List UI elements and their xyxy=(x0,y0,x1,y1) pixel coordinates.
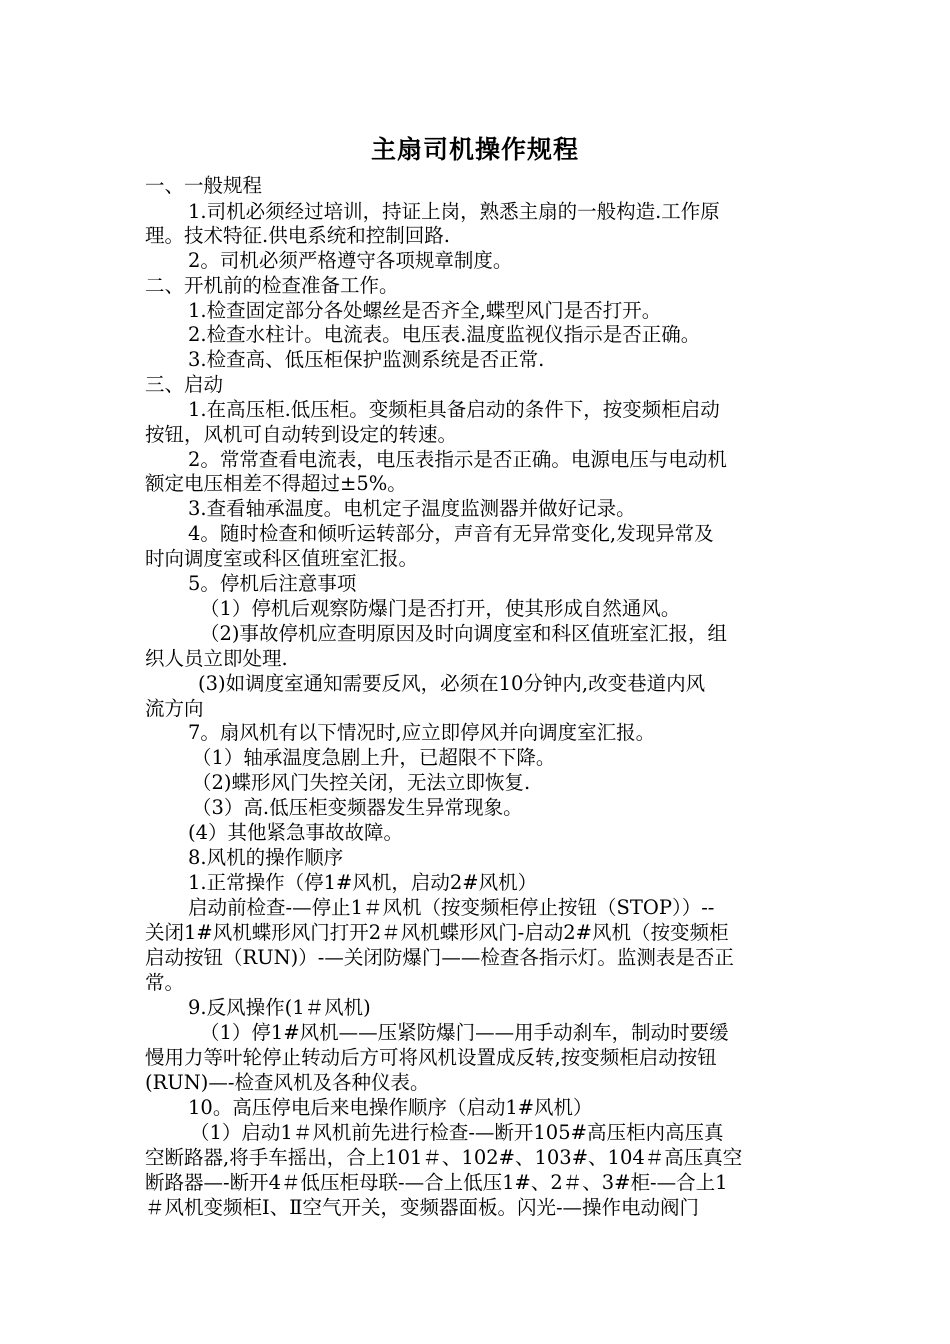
paragraph-line: 启动前检查-—停止1＃风机（按变频柜停止按钮（STOP））-- xyxy=(188,896,715,919)
paragraph-line: 一、一般规程 xyxy=(145,174,263,197)
paragraph-line: 3.检查高、低压柜保护监测系统是否正常. xyxy=(188,348,545,371)
paragraph-line: (RUN)—-检查风机及各种仪表。 xyxy=(145,1071,430,1094)
paragraph-line: 织人员立即处理. xyxy=(145,647,288,670)
document-title: 主扇司机操作规程 xyxy=(370,135,579,164)
paragraph-line: 5。停机后注意事项 xyxy=(188,572,357,595)
paragraph-line: 按钮，风机可自动转到设定的转速。 xyxy=(145,423,458,446)
paragraph-line: 3.查看轴承温度。电机定子温度监测器并做好记录。 xyxy=(188,497,636,520)
paragraph-line: 9.反风操作(1＃风机) xyxy=(188,996,371,1019)
paragraph-line: 二、开机前的检查准备工作。 xyxy=(145,274,399,297)
paragraph-line: 1.司机必须经过培训，持证上岗，熟悉主扇的一般构造.工作原 xyxy=(188,200,720,223)
paragraph-line: 慢用力等叶轮停止转动后方可将风机设置成反转,按变频柜启动按钮 xyxy=(145,1046,717,1069)
paragraph-line: 2.检查水柱计。电流表。电压表.温度监视仪指示是否正确。 xyxy=(188,323,701,346)
paragraph-line: 1.正常操作（停1#风机，启动2#风机） xyxy=(188,871,538,894)
paragraph-line: （1）启动1＃风机前先进行检查-—断开105#高压柜内高压真 xyxy=(190,1121,724,1144)
paragraph-line: （2)事故停机应查明原因及时向调度室和科区值班室汇报，组 xyxy=(200,622,728,645)
paragraph-line: 10。高压停电后来电操作顺序（启动1#风机） xyxy=(188,1096,593,1119)
paragraph-line: （1）轴承温度急剧上升，已超限不下降。 xyxy=(192,746,556,769)
paragraph-line: (4）其他紧急事故故障。 xyxy=(188,821,404,844)
paragraph-line: 常。 xyxy=(145,971,185,994)
paragraph-line: （1）停1#风机——压紧防爆门——用手动刹车，制动时要缓 xyxy=(200,1021,729,1044)
paragraph-line: 4。随时检查和倾听运转部分，声音有无异常变化,发现异常及 xyxy=(188,522,714,545)
paragraph-line: 启动按钮（RUN)）-—关闭防爆门——检查各指示灯。监测表是否正 xyxy=(145,946,734,969)
paragraph-line: （2)蝶形风门失控关闭，无法立即恢复. xyxy=(192,771,531,794)
paragraph-line: 断路器—-断开4＃低压柜母联-—合上低压1#、2＃、3#柜-—合上1 xyxy=(145,1171,728,1194)
paragraph-line: 关闭1#风机蝶形风门打开2＃风机蝶形风门-启动2#风机（按变频柜 xyxy=(145,921,729,944)
paragraph-line: 2。司机必须严格遵守各项规章制度。 xyxy=(188,249,513,272)
paragraph-line: 8.风机的操作顺序 xyxy=(188,846,344,869)
paragraph-line: 空断路器,将手车摇出，合上101＃、102#、103#、104＃高压真空 xyxy=(145,1146,743,1169)
paragraph-line: ＃风机变频柜Ⅰ、Ⅱ空气开关，变频器面板。闪光-—操作电动阀门 xyxy=(145,1196,700,1219)
paragraph-line: 2。常常查看电流表，电压表指示是否正确。电源电压与电动机 xyxy=(188,448,727,471)
paragraph-line: 1.在高压柜.低压柜。变频柜具备启动的条件下，按变频柜启动 xyxy=(188,398,720,421)
paragraph-line: （3）高.低压柜变频器发生异常现象。 xyxy=(192,796,523,819)
paragraph-line: 额定电压相差不得超过±5%。 xyxy=(145,472,407,495)
paragraph-line: 流方向 xyxy=(145,697,204,720)
paragraph-line: 理。技术特征.供电系统和控制回路. xyxy=(145,224,450,247)
paragraph-line: 三、启动 xyxy=(145,373,224,396)
paragraph-line: 1.检查固定部分各处螺丝是否齐全,蝶型风门是否打开。 xyxy=(188,299,662,322)
paragraph-line: 时向调度室或科区值班室汇报。 xyxy=(145,547,419,570)
paragraph-line: （1）停机后观察防爆门是否打开，使其形成自然通风。 xyxy=(200,597,681,620)
paragraph-line: 7。扇风机有以下情况时,应立即停风并向调度室汇报。 xyxy=(188,721,656,744)
paragraph-line: (3)如调度室通知需要反风，必须在10分钟内,改变巷道内风 xyxy=(198,672,706,695)
